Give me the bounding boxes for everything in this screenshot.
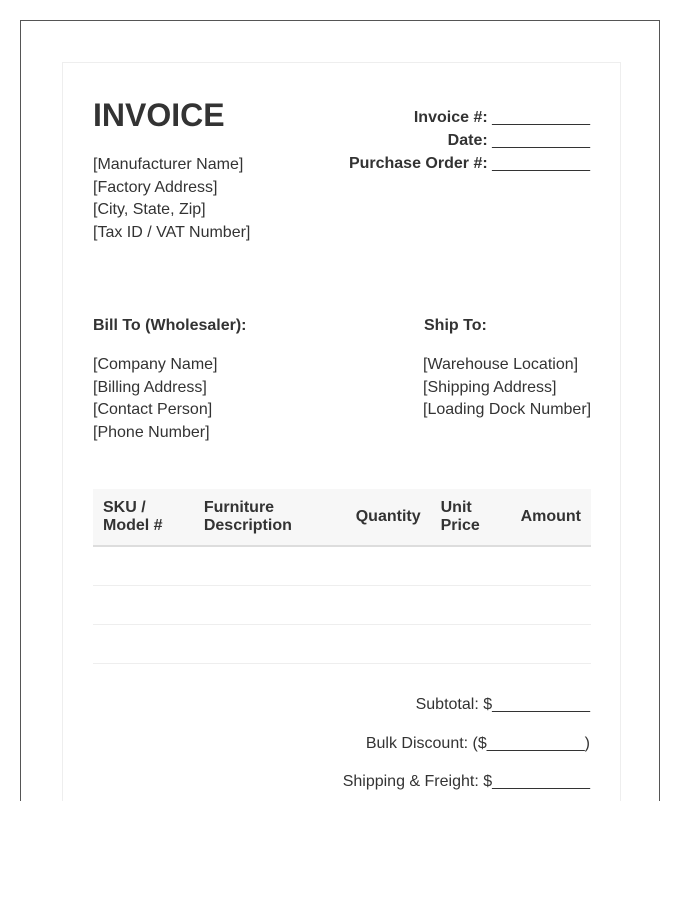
purchase-order-label: Purchase Order #: xyxy=(348,155,488,172)
col-description: Furniture Description xyxy=(194,489,345,546)
subtotal-row[interactable] xyxy=(416,696,590,714)
purchase-order-field[interactable] xyxy=(349,155,590,173)
manufacturer-block xyxy=(93,154,250,244)
invoice-number-blank[interactable]: ___________ xyxy=(487,109,590,126)
factory-address: [Factory Address] xyxy=(93,178,218,196)
col-quantity: Quantity xyxy=(345,489,431,546)
invoice-number-field[interactable] xyxy=(414,109,590,127)
manufacturer-name: [Manufacturer Name] xyxy=(93,156,244,173)
ship-to-heading: Ship To: xyxy=(424,317,487,334)
city-state-zip: [City, State, Zip] xyxy=(93,201,206,218)
phone-number: [Phone Number] xyxy=(93,423,210,441)
col-amount: Amount xyxy=(511,489,591,546)
subtotal-label: Subtotal: $ xyxy=(415,696,493,713)
warehouse-location: [Warehouse Location] xyxy=(423,356,579,373)
shipping-address: [Shipping Address] xyxy=(423,378,557,396)
table-row xyxy=(93,625,591,664)
table-row xyxy=(93,546,591,586)
purchase-order-blank[interactable]: ___________ xyxy=(487,155,590,172)
bulk-discount-row[interactable] xyxy=(366,735,590,753)
company-name: [Company Name] xyxy=(93,356,218,373)
bulk-discount-suffix: ) xyxy=(584,735,590,752)
shipping-freight-blank[interactable]: ___________ xyxy=(492,773,590,790)
bill-to-block xyxy=(93,354,218,444)
loading-dock-number: [Loading Dock Number] xyxy=(423,401,592,418)
bulk-discount-blank[interactable]: ___________ xyxy=(486,735,585,752)
bulk-discount-label: Bulk Discount: ($ xyxy=(365,735,487,752)
bill-to-heading: Bill To (Wholesaler): xyxy=(93,317,247,334)
billing-address: [Billing Address] xyxy=(93,378,207,396)
contact-person: [Contact Person] xyxy=(93,401,213,418)
date-label: Date: xyxy=(447,132,488,149)
line-items-table xyxy=(93,489,591,664)
shipping-freight-label: Shipping & Freight: $ xyxy=(342,773,493,790)
table-header-row xyxy=(93,489,591,546)
invoice-title: INVOICE xyxy=(93,97,225,133)
col-sku: SKU / Model # xyxy=(93,489,194,546)
tax-id: [Tax ID / VAT Number] xyxy=(93,223,251,241)
date-blank[interactable]: ___________ xyxy=(487,132,590,149)
subtotal-blank[interactable]: ___________ xyxy=(492,696,590,713)
ship-to-block xyxy=(423,354,591,422)
document-frame xyxy=(20,20,660,801)
invoice-number-label: Invoice #: xyxy=(413,109,488,126)
invoice-page xyxy=(62,62,621,801)
col-unit-price: Unit Price xyxy=(431,489,511,546)
shipping-freight-row[interactable] xyxy=(343,773,590,791)
table-row xyxy=(93,586,591,625)
date-field[interactable] xyxy=(448,132,590,150)
